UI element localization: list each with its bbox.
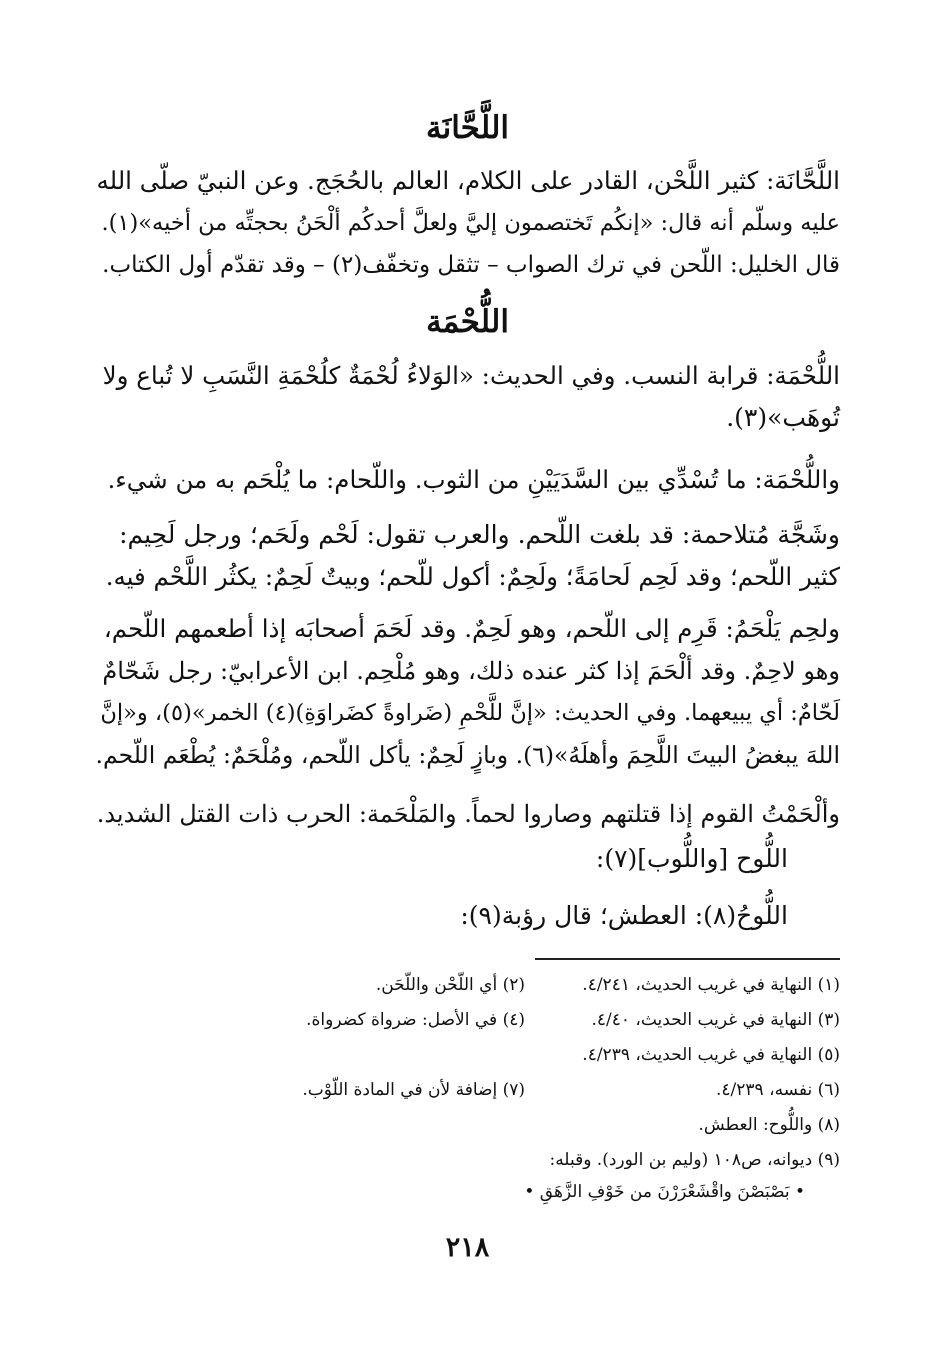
footnote-row: [95, 1110, 840, 1140]
footnote: (٧) إضافة لأن في المادة اللّوْب.: [302, 1080, 525, 1100]
text-line: كثير اللّحم؛ وقد لَحِم لَحامَةً؛ ولَحِمٌ: أكول للّحم؛ وبيتٌ لَحِمٌ: يكثُر اللَّحْم فيه.: [105, 562, 840, 591]
paragraph-alluhma-cloth: [95, 459, 840, 501]
text-line: اللُّحْمَة: قرابة النسب. وفي الحديث: «الوَلاءُ لُحْمَةٌ كلُحْمَةِ النَّسَبِ لا تُباع ولا: [102, 361, 840, 390]
paragraph-lahima: [95, 608, 840, 776]
text-line: قال الخليل: اللّحن في ترك الصواب – تثقل وتخفّف(٢) – وقد تقدّم أول الكتاب.: [102, 252, 840, 278]
text-line: وألْحَمْتُ القوم إذا قتلتهم وصاروا لحماً. والمَلْحَمة: الحرب ذات القتل الشديد.: [96, 800, 840, 828]
footnote-row: [95, 1075, 840, 1105]
paragraph-allouh-thirst: [95, 895, 840, 937]
paragraph-alluhma-kinship: [95, 355, 840, 439]
text-line: اللُّوحُ(٨): العطش؛ قال رؤبة(٩):: [460, 901, 788, 930]
subentry-heading-allouh: [95, 838, 840, 880]
text-line: اللَّحَّانَة: كثير اللَّحْن، القادر على الكلام، العالم بالحُجَج. وعن النبيّ صلّى الله: [96, 166, 840, 195]
text-line: وهو لاحِمٌ. وقد ألْحَمَ إذا كثر عنده ذلك، وهو مُلْحِم. ابن الأعرابيّ: رجل شَحّامٌ: [102, 657, 840, 685]
footnote-row: [95, 1040, 840, 1070]
text-line: وشَجَّة مُتلاحمة: قد بلغت اللّحم. والعرب تقول: لَحْم ولَحَم؛ ورجل لَحِيم:: [119, 520, 840, 549]
footnote-row: [95, 970, 840, 1000]
text-line: لَحّامٌ: أي يبيعهما. وفي الحديث: «إنَّ للَّحْمِ (ضَراوةً كضَراوَةِ)(٤) الخمر»(٥)، و«إنَّ: [100, 700, 840, 726]
footnote-row: [95, 1005, 840, 1035]
footnote: (١) النهاية في غريب الحديث، ٤/٢٤١.: [582, 975, 840, 995]
footnote-separator: [535, 958, 840, 960]
footnote: (٢) أي اللّحْن واللّحَن.: [375, 975, 525, 995]
footnote-row: [95, 1145, 840, 1175]
text-line: اللهَ يبغضُ البيتَ اللَّحِمَ وأهلَهُ»(٦). وبازٍ لَحِمٌ: يأكل اللّحم، ومُلْحَمٌ: يُطْعَم اللّحم.: [95, 741, 840, 769]
page-number: ٢١٨: [445, 1232, 490, 1263]
text-line: تُوهَب»(٣).: [726, 403, 840, 432]
text-line: اللُّوح [واللُّوب](٧):: [595, 844, 788, 873]
paragraph-mutalahima: [95, 514, 840, 598]
footnote: (٩) ديوانه، ص١٠٨ (وليم بن الورد). وقبله:: [549, 1150, 840, 1170]
footnote-verse: • بَصْبَصْنَ واقْشَعْرَرْنَ من خَوْفِ الزَّهَقِ •: [524, 1182, 805, 1202]
text-line: ولحِم يَلْحَمُ: قَرِم إلى اللّحم، وهو لَحِمٌ. وقد لَحَمَ أصحابَه إذا أطعمهم اللّحم،: [103, 614, 840, 643]
paragraph-allahhana: [95, 160, 840, 286]
text-line: عليه وسلّم أنه قال: «إنكُم تَختصمون إليَّ ولعلَّ أحدكُم ألْحَنُ بحجتِّه من أخيه»(١).: [101, 210, 840, 236]
footnote: (٦) نفسه، ٤/٢٣٩.: [716, 1080, 840, 1100]
footnote: (٥) النهاية في غريب الحديث، ٤/٢٣٩.: [582, 1045, 840, 1065]
footnote: (٨) واللُّوح: العطش.: [698, 1115, 840, 1135]
entry-heading-alluhma: اللُّحْمَة: [426, 304, 509, 340]
footnote: (٤) في الأصل: ضرواة كضرواة.: [306, 1010, 525, 1030]
entry-heading-allahhana: اللَّحَّانَة: [425, 110, 510, 146]
paragraph-almalhama: [95, 793, 840, 835]
text-line: واللُّحْمَة: ما تُسْدِّي بين السَّدَيَيْنِ من الثوب. واللّحام: ما يُلْحَم به من شيء.: [107, 465, 840, 494]
footnote: (٣) النهاية في غريب الحديث، ٤/٤٠.: [591, 1010, 840, 1030]
